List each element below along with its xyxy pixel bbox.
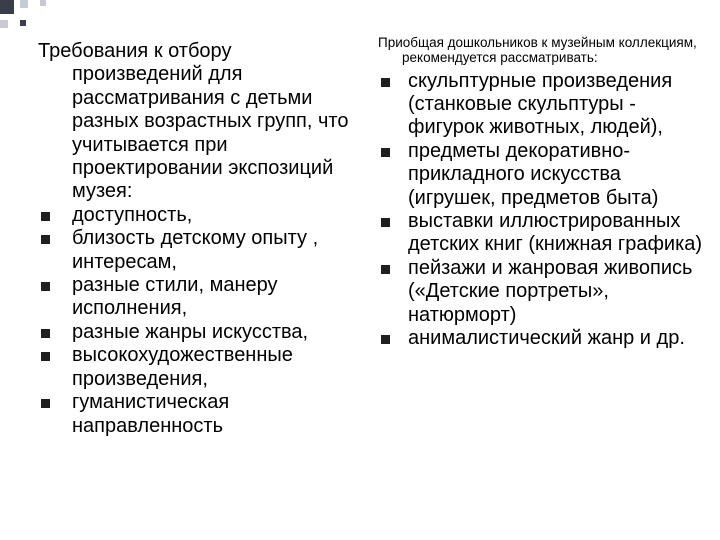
square-bullet-icon	[41, 212, 50, 221]
corner-decoration	[0, 0, 60, 40]
list-item	[38, 227, 358, 274]
square-bullet-icon	[381, 78, 390, 87]
left-intro: Требования к отбору произведений для рассматривания с детьми разных возрастных групп, что учитывается при проектировании экспозиций музея:	[38, 40, 349, 203]
decor-square-small	[20, 0, 28, 8]
list-item-text: близость детскому опыту , интересам,	[72, 227, 319, 273]
square-bullet-icon	[381, 148, 390, 157]
decor-square-large	[0, 0, 14, 14]
list-item-text: предметы декоративно-прикладного искусства (игрушек, предметов быта)	[408, 139, 659, 209]
square-bullet-icon	[41, 399, 50, 408]
list-item	[378, 210, 708, 257]
square-bullet-icon	[381, 218, 390, 227]
list-item-text: выставки иллюстрированных детских книг (книжная графика)	[408, 210, 703, 256]
list-item	[378, 257, 708, 327]
square-bullet-icon	[41, 329, 50, 338]
list-item-text: высокохудожественные произведения,	[72, 344, 293, 390]
list-item	[38, 204, 358, 227]
list-item	[38, 274, 358, 321]
list-item-text: анималистический жанр и др.	[408, 327, 685, 350]
list-item	[378, 70, 708, 140]
list-item-text: доступность,	[72, 203, 193, 226]
right-intro: Приобщая дошкольников к музейным коллекциям, рекомендуется рассматривать:	[378, 35, 697, 65]
left-column	[38, 40, 358, 438]
list-item-text: скульптурные произведения (станковые скульптуры - фигурок животных, людей),	[408, 69, 673, 139]
square-bullet-icon	[381, 265, 390, 274]
decor-square-tiny	[20, 20, 26, 26]
decor-square-tiny	[40, 0, 46, 6]
list-item-text: пейзажи и жанровая живопись («Детские портреты», натюрморт)	[408, 256, 693, 326]
list-item	[38, 391, 358, 438]
list-item-text: гуманистическая направленность	[72, 391, 230, 437]
list-item	[38, 321, 358, 344]
square-bullet-icon	[41, 282, 50, 291]
list-item	[378, 140, 708, 210]
square-bullet-icon	[381, 335, 390, 344]
list-item	[38, 344, 358, 391]
left-list	[38, 204, 358, 438]
list-item	[378, 327, 708, 350]
right-list	[378, 70, 708, 351]
list-item-text: разные стили, манеру исполнения,	[72, 274, 278, 320]
square-bullet-icon	[41, 352, 50, 361]
list-item-text: разные жанры искусства,	[72, 320, 309, 343]
square-bullet-icon	[41, 235, 50, 244]
decor-square-small	[0, 20, 8, 28]
right-column	[378, 36, 708, 350]
